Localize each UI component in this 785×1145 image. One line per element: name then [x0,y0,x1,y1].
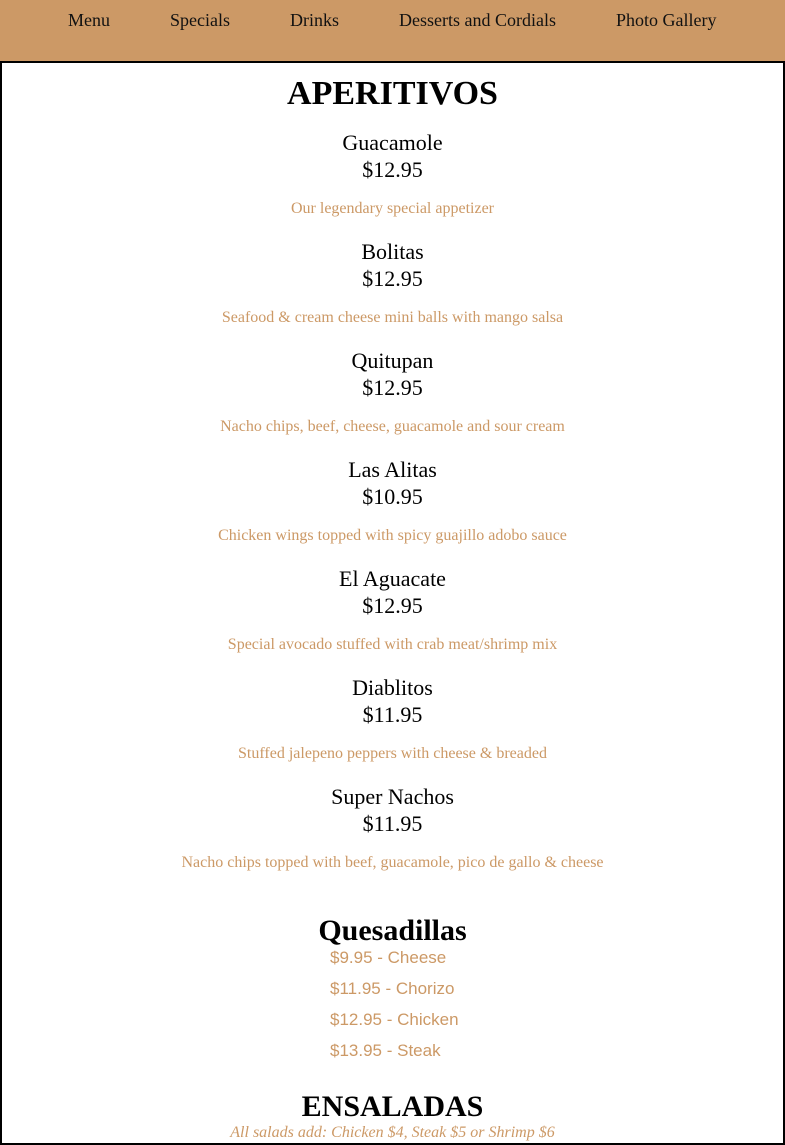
item-description: Stuffed jalepeno peppers with cheese & breaded [238,745,547,762]
menu-content [0,61,785,1145]
item-name: Guacamole [342,130,443,155]
item-name: Las Alitas [348,457,437,482]
menu-item [2,674,783,763]
item-name: Diablitos [352,675,433,700]
item-description: Nacho chips, beef, cheese, guacamole and sour cream [220,418,565,435]
item-description: Special avocado stuffed with crab meat/shrimp mix [227,636,558,653]
menu-item [2,347,783,436]
quesadilla-option: $9.95 - Cheese [330,948,447,967]
quesadilla-list [330,948,783,1072]
item-description: Seafood & cream cheese mini balls with mango salsa [221,309,564,326]
menu-item [2,238,783,327]
nav-link-drinks[interactable]: Drinks [290,10,339,30]
item-description: Our legendary special appetizer [290,200,494,217]
salad-addon-note: All salads add: Chicken $4, Steak $5 or Shrimp $6 [230,1124,555,1141]
quesadilla-option: $12.95 - Chicken [330,1010,459,1029]
item-description: Chicken wings topped with spicy guajillo adobo sauce [218,527,567,544]
section-title-quesadillas: Quesadillas [318,914,467,947]
item-name: Bolitas [361,239,424,264]
item-price: $12.95 [362,375,423,400]
nav-bar [0,0,785,61]
item-price: $11.95 [362,811,423,836]
nav-link-menu[interactable]: Menu [68,10,110,30]
nav-link-photo-gallery[interactable]: Photo Gallery [616,10,717,30]
quesadilla-option: $11.95 - Chorizo [330,979,455,998]
item-name: El Aguacate [339,566,446,591]
nav-link-specials[interactable]: Specials [170,10,230,30]
section-title-ensaladas: ENSALADAS [301,1090,484,1123]
section-title-aperitivos: APERITIVOS [287,75,498,112]
menu-item [2,456,783,545]
item-name: Quitupan [351,348,434,373]
item-description: Nacho chips topped with beef, guacamole, pico de gallo & cheese [181,854,604,871]
quesadilla-option: $13.95 - Steak [330,1041,441,1060]
menu-item [2,565,783,654]
menu-item [2,129,783,218]
item-price: $10.95 [362,484,423,509]
item-price: $12.95 [362,266,423,291]
item-name: Super Nachos [331,784,454,809]
item-price: $12.95 [362,593,423,618]
nav-link-desserts[interactable]: Desserts and Cordials [399,10,556,30]
menu-item [2,783,783,872]
item-price: $12.95 [362,157,423,182]
item-price: $11.95 [362,702,423,727]
